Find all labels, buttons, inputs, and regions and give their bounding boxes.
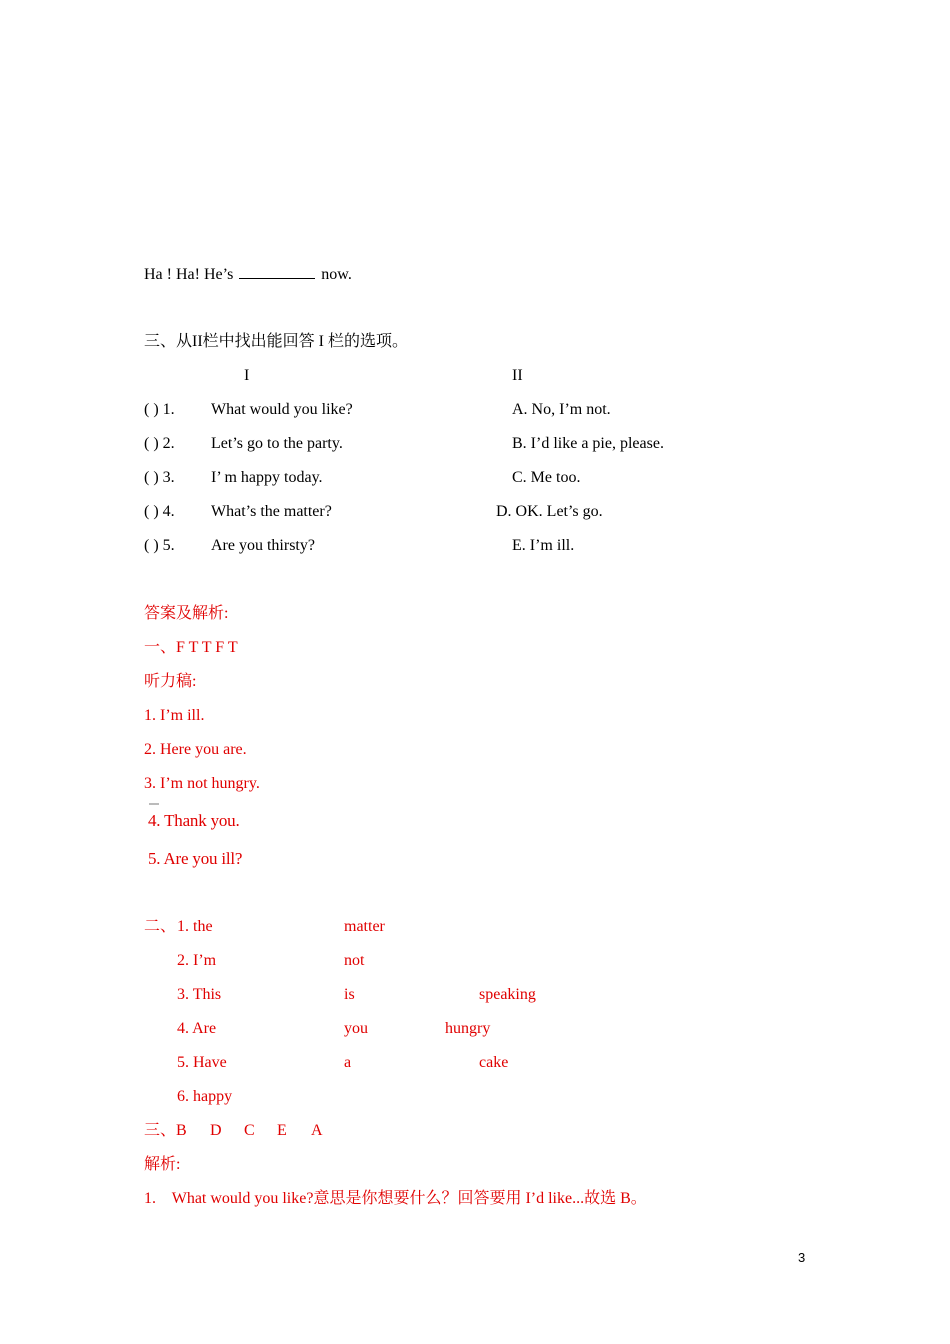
column-i-header: I — [244, 367, 250, 384]
option-c: C. Me too. — [512, 469, 581, 486]
part3-c: C — [244, 1122, 255, 1139]
scan-mark — [149, 803, 159, 805]
script-line-1: 1. I’m ill. — [144, 707, 205, 724]
fill-blank-suffix: now. — [321, 266, 352, 283]
part1-answers: 一、F T T F T — [144, 639, 238, 656]
part2-row4-col1: 4. Are — [177, 1020, 217, 1037]
page-number: 3 — [798, 1250, 806, 1265]
part2-row4-col2: you — [344, 1020, 368, 1037]
fill-blank-line — [144, 264, 352, 285]
answer-blank[interactable] — [239, 264, 315, 279]
row-number: ( ) 4. — [144, 503, 175, 520]
option-e: E. I’m ill. — [512, 537, 575, 554]
part2-row6-col1: 6. happy — [177, 1088, 233, 1105]
fill-blank-prefix: Ha ! Ha! He’s — [144, 266, 234, 283]
row-number: ( ) 3. — [144, 469, 175, 486]
part2-row5-col1: 5. Have — [177, 1054, 227, 1071]
part2-row1-col2: matter — [344, 918, 385, 935]
script-line-3: 3. I’m not hungry. — [144, 775, 260, 792]
script-line-5: 5. Are you ill? — [148, 849, 243, 868]
part2-row2-col1: 2. I’m — [177, 952, 217, 969]
row-number: ( ) 5. — [144, 537, 175, 554]
part2-row3-col2: is — [344, 986, 355, 1003]
part3-label-b: 三、B — [144, 1122, 187, 1139]
part2-row4-col3: hungry — [445, 1020, 491, 1037]
part2-prefix: 二、 — [144, 918, 177, 935]
script-line-2: 2. Here you are. — [144, 741, 247, 758]
question-3: I’ m happy today. — [211, 469, 323, 486]
question-2: Let’s go to the party. — [211, 435, 343, 452]
question-4: What’s the matter? — [211, 503, 332, 520]
part3-e: E — [277, 1122, 287, 1139]
script-heading: 听力稿: — [144, 673, 197, 690]
row-number: ( ) 1. — [144, 401, 175, 418]
answers-heading: 答案及解析: — [144, 605, 229, 622]
part2-row3-col3: speaking — [479, 986, 536, 1003]
question-1: What would you like? — [211, 401, 353, 418]
analysis-heading: 解析: — [144, 1156, 181, 1173]
question-5: Are you thirsty? — [211, 537, 315, 554]
part3-d: D — [210, 1122, 222, 1139]
part3-a: A — [311, 1122, 323, 1139]
script-line-4: 4. Thank you. — [148, 811, 240, 830]
part2-row1-col1: 1. the — [177, 918, 213, 935]
section3-heading: 三、从II栏中找出能回答 I 栏的选项。 — [144, 333, 408, 350]
option-a: A. No, I’m not. — [512, 401, 611, 418]
part2-row5-col2: a — [344, 1054, 352, 1071]
column-ii-header: II — [512, 367, 523, 384]
option-b: B. I’d like a pie, please. — [512, 435, 664, 452]
analysis-1: 1. What would you like?意思是你想要什么？回答要用 I’d like...故选 B。 — [144, 1190, 647, 1207]
row-number: ( ) 2. — [144, 435, 175, 452]
option-d: D. OK. Let’s go. — [496, 503, 603, 520]
part2-row5-col3: cake — [479, 1054, 509, 1071]
part2-row3-col1: 3. This — [177, 986, 222, 1003]
part2-row2-col2: not — [344, 952, 365, 969]
